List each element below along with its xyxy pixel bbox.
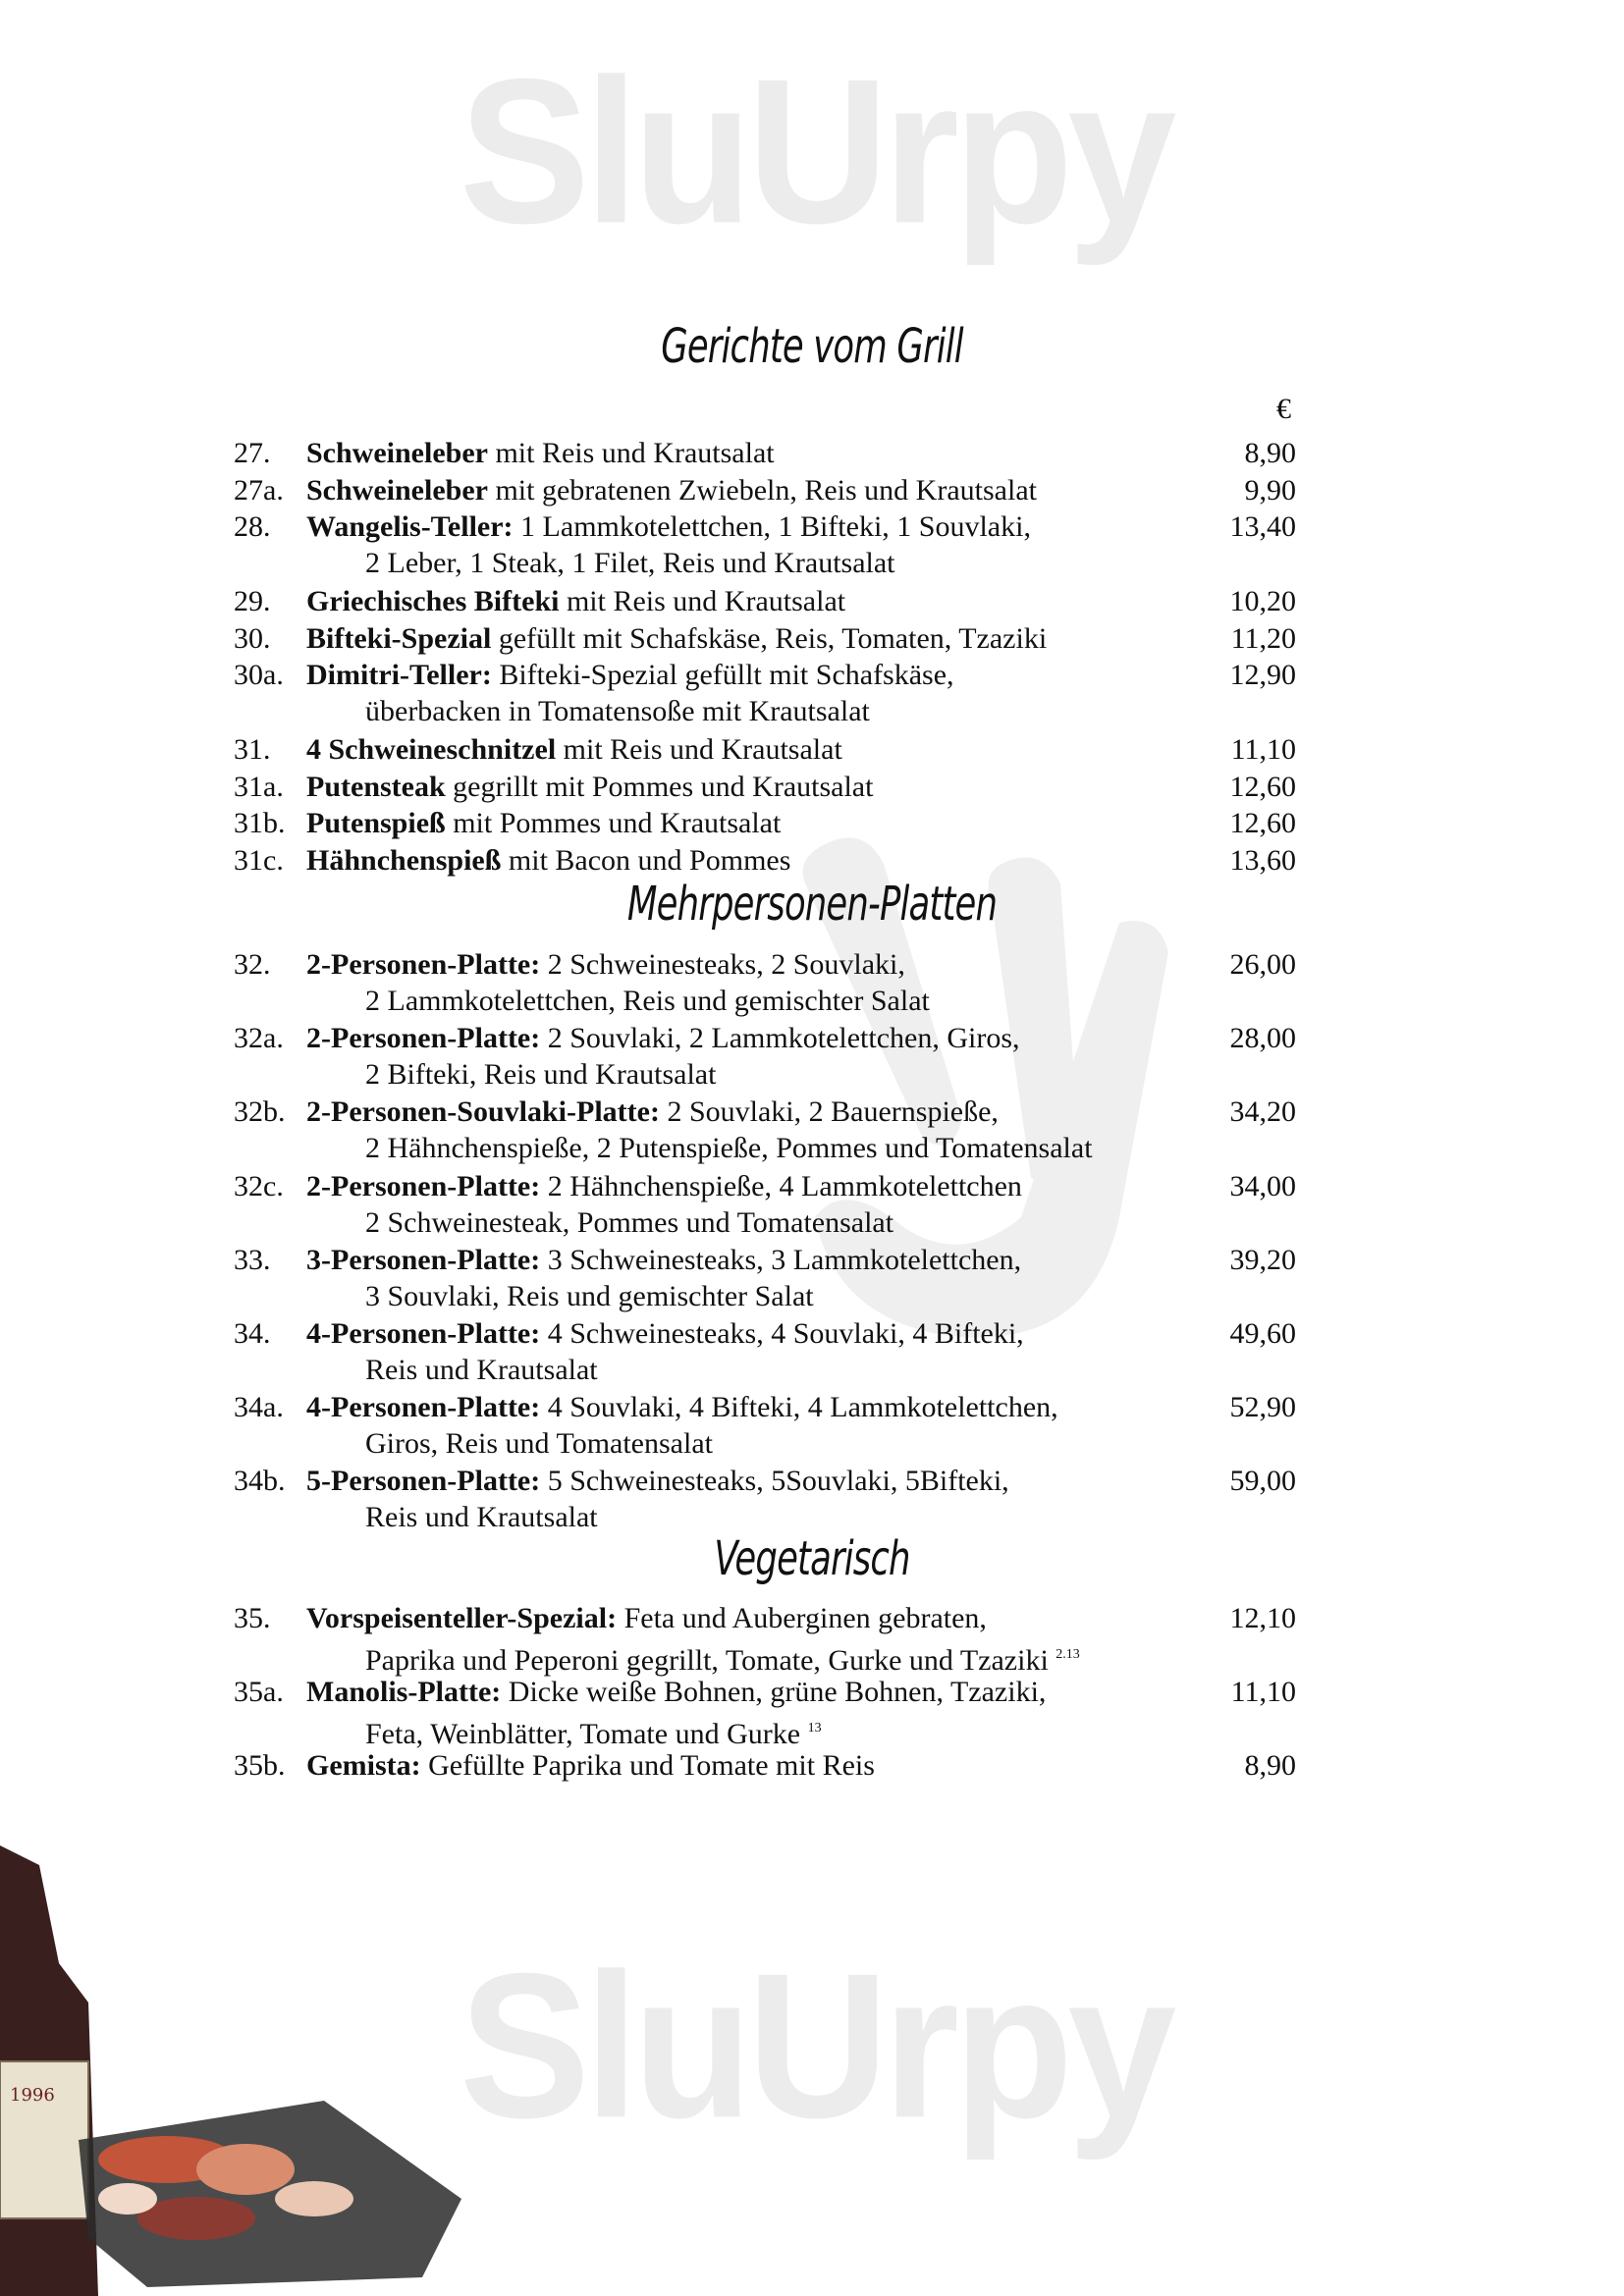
item-name: Griechisches Bifteki [306,585,560,617]
item-desc-cont: überbacken in Tomatensoße mit Krautsalat [365,695,870,727]
item-name: Schweineleber [306,437,488,469]
item-desc: mit gebratenen Zwiebeln, Reis und Krautsalat [487,474,1037,507]
item-number: 34b. [234,1465,286,1497]
item-text [306,769,1190,805]
item-desc-cont: 2 Hähnchenspieße, 2 Putenspieße, Pommes und Tomatensalat [365,1132,1093,1164]
item-name: 4-Personen-Platte: [306,1391,541,1423]
item-price: 11,10 [1230,1676,1296,1708]
item-price: 49,60 [1229,1317,1296,1350]
item-price: 12,10 [1229,1602,1296,1634]
item-text [306,946,1190,983]
watermark-bottom: SluUrpy [459,1931,1171,2162]
allergen-note: 2.13 [1056,1647,1080,1662]
item-price: 9,90 [1244,474,1296,507]
item-name: 2-Personen-Platte: [306,1170,541,1202]
item-number: 31. [234,733,271,766]
bread-icon [98,2183,157,2215]
item-desc: 1 Lammkotelettchen, 1 Bifteki, 1 Souvlaki, [513,510,1031,543]
item-price: 13,40 [1229,510,1296,543]
item-price: 12,60 [1229,771,1296,803]
item-number: 32a. [234,1022,284,1054]
item-name: Dimitri-Teller: [306,659,492,691]
item-desc: Dicke weiße Bohnen, grüne Bohnen, Tzaziki, [501,1676,1047,1708]
item-number: 33. [234,1244,271,1276]
item-price: 12,90 [1229,659,1296,691]
item-text [306,1094,1190,1130]
item-desc: mit Reis und Krautsalat [559,585,846,617]
item-price: 28,00 [1229,1022,1296,1054]
section-title-grill: Gerichte vom Grill [661,319,963,374]
item-number: 32b. [234,1095,286,1128]
item-name: 5-Personen-Platte: [306,1465,541,1497]
item-number: 32c. [234,1170,284,1202]
item-text [306,583,1190,619]
item-desc: mit Bacon und Pommes [501,844,791,877]
item-desc: mit Pommes und Krautsalat [445,807,782,839]
item-text [306,435,1190,471]
item-name: 2-Personen-Platte: [306,1022,541,1054]
item-desc-cont-text: Paprika und Peperoni gegrillt, Tomate, Gurke und Tzaziki [365,1644,1049,1677]
item-number: 27. [234,437,271,469]
item-price: 12,60 [1229,807,1296,839]
cheese-icon [275,2181,353,2216]
item-price: 10,20 [1229,585,1296,617]
currency-header: € [1276,393,1291,425]
item-number: 34. [234,1317,271,1350]
item-text [306,1389,1190,1425]
item-desc: gefüllt mit Schafskäse, Reis, Tomaten, Tzaziki [491,622,1048,655]
item-number: 35a. [234,1676,284,1708]
item-price: 39,20 [1229,1244,1296,1276]
item-desc-cont: 2 Leber, 1 Steak, 1 Filet, Reis und Krautsalat [365,547,895,579]
item-desc-cont-text: Feta, Weinblätter, Tomate und Gurke [365,1718,801,1750]
item-number: 32. [234,948,271,981]
item-price: 8,90 [1244,437,1296,469]
item-number: 34a. [234,1391,284,1423]
ham-icon [196,2144,295,2195]
item-desc: 2 Souvlaki, 2 Lammkotelettchen, Giros, [540,1022,1020,1054]
item-desc: 4 Souvlaki, 4 Bifteki, 4 Lammkotelettchen, [540,1391,1058,1423]
item-name: 4 Schweineschnitzel [306,733,557,766]
item-desc: Gefüllte Paprika und Tomate mit Reis [420,1749,875,1782]
item-desc: mit Reis und Krautsalat [556,733,842,766]
item-desc-cont: Reis und Krautsalat [365,1501,598,1533]
item-desc: 2 Hähnchenspieße, 4 Lammkotelettchen [540,1170,1022,1202]
item-text [306,805,1190,841]
item-number: 28. [234,510,271,543]
item-name: Schweineleber [306,474,488,507]
item-number: 35b. [234,1749,286,1782]
item-text [306,1020,1190,1056]
item-name: Putensteak [306,771,446,803]
item-price: 11,20 [1230,622,1296,655]
item-text [306,472,1190,508]
item-desc: Feta und Auberginen gebraten, [617,1602,987,1634]
item-price: 34,00 [1229,1170,1296,1202]
item-name: 2-Personen-Platte: [306,948,541,981]
section-title-platten: Mehrpersonen-Platten [626,877,998,932]
item-text [306,1674,1190,1710]
item-text [306,731,1190,768]
item-desc-cont: Giros, Reis und Tomatensalat [365,1427,713,1460]
item-text [306,1315,1190,1352]
item-desc: gegrillt mit Pommes und Krautsalat [445,771,874,803]
item-desc-cont: 3 Souvlaki, Reis und gemischter Salat [365,1280,814,1312]
item-price: 26,00 [1229,948,1296,981]
item-price: 59,00 [1229,1465,1296,1497]
item-text [306,620,1190,657]
item-text [306,1463,1190,1499]
item-text [306,1600,1190,1636]
item-name: 2-Personen-Souvlaki-Platte: [306,1095,660,1128]
item-text [306,657,1190,693]
item-text [306,1242,1190,1278]
item-price: 11,10 [1230,733,1296,766]
item-desc: mit Reis und Krautsalat [487,437,775,469]
item-desc: 2 Schweinesteaks, 2 Souvlaki, [540,948,905,981]
item-name: 4-Personen-Platte: [306,1317,541,1350]
item-number: 29. [234,585,271,617]
item-desc: 2 Souvlaki, 2 Bauernspieße, [659,1095,999,1128]
item-text [306,1168,1190,1204]
item-number: 30. [234,622,271,655]
item-name: Putenspieß [306,807,446,839]
bottle-label-year: 1996 [10,2085,55,2106]
item-desc-cont: 2 Bifteki, Reis und Krautsalat [365,1058,717,1091]
section-title-vegetarisch: Vegetarisch [714,1531,910,1586]
item-text [306,1747,1190,1784]
item-name: Bifteki-Spezial [306,622,492,655]
item-number: 31c. [234,844,284,877]
item-price: 13,60 [1229,844,1296,877]
item-name: Wangelis-Teller: [306,510,514,543]
item-name: Manolis-Platte: [306,1676,502,1708]
item-desc: Bifteki-Spezial gefüllt mit Schafskäse, [491,659,954,691]
item-number: 35. [234,1602,271,1634]
item-text [306,842,1190,879]
item-desc-cont: 2 Lammkotelettchen, Reis und gemischter Salat [365,985,930,1017]
item-desc: 4 Schweinesteaks, 4 Souvlaki, 4 Bifteki, [540,1317,1024,1350]
watermark-top: SluUrpy [459,36,1171,267]
item-price: 34,20 [1229,1095,1296,1128]
item-desc-cont [365,1710,1249,1752]
item-price: 8,90 [1244,1749,1296,1782]
item-price: 52,90 [1229,1391,1296,1423]
wine-bottle-food-image [0,1845,461,2296]
item-name: 3-Personen-Platte: [306,1244,541,1276]
item-number: 27a. [234,474,284,507]
item-desc-cont [365,1636,1249,1679]
allergen-note: 13 [807,1721,822,1735]
item-number: 31a. [234,771,284,803]
item-text [306,508,1190,545]
item-desc: 3 Schweinesteaks, 3 Lammkotelettchen, [540,1244,1022,1276]
item-name: Gemista: [306,1749,421,1782]
item-desc-cont: 2 Schweinesteak, Pommes und Tomatensalat [365,1206,894,1239]
item-desc: 5 Schweinesteaks, 5Souvlaki, 5Bifteki, [540,1465,1009,1497]
item-number: 31b. [234,807,286,839]
item-number: 30a. [234,659,284,691]
item-desc-cont: Reis und Krautsalat [365,1354,598,1386]
item-name: Vorspeisenteller-Spezial: [306,1602,618,1634]
item-name: Hähnchenspieß [306,844,502,877]
